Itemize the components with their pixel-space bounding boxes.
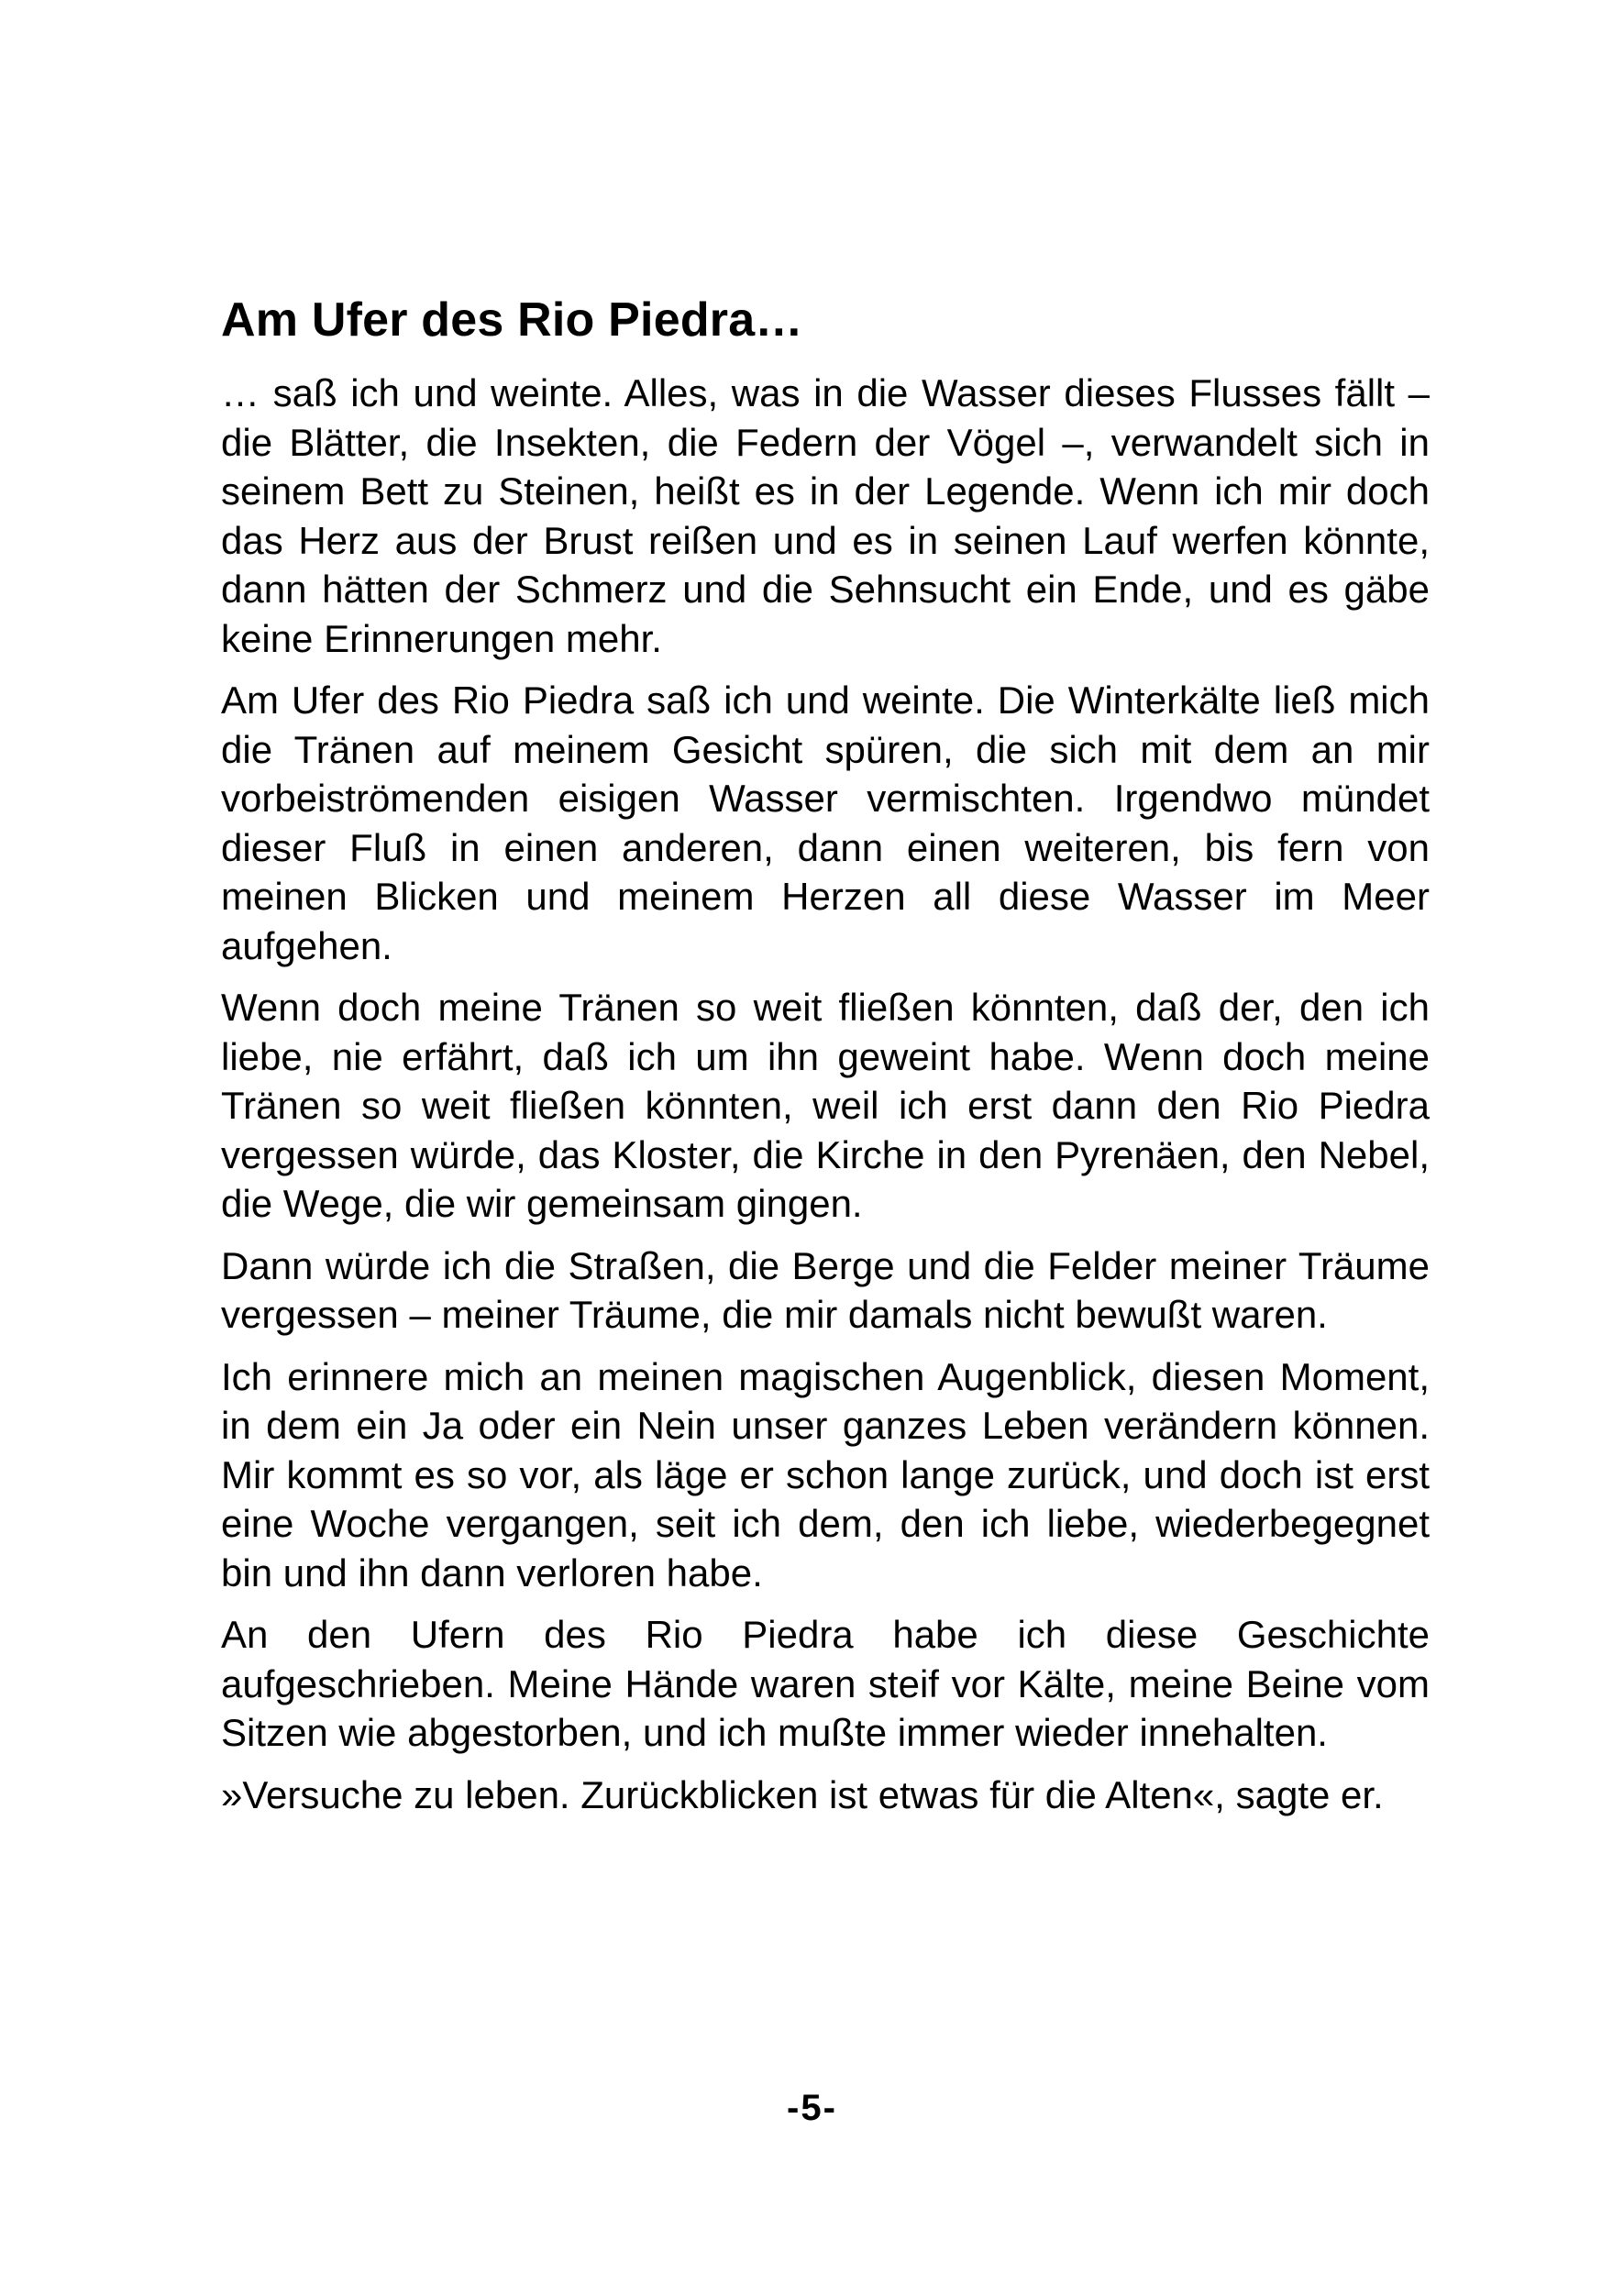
paragraph-1: … saß ich und weinte. Alles, was in die Wasser dieses Flusses fällt – die Blätter, die Insekten, die Federn der Vögel –, verwandelt sich in seinem Bett zu Steinen, heißt es in der Legende. Wenn ich mir doch das Herz aus der Brust reißen und es in seinen Lauf werfen könnte, dann hätten der Schmerz und die Sehnsucht ein Ende, und es gäbe keine Erinnerungen mehr. [221, 371, 1430, 660]
page-number: -5- [787, 2088, 837, 2128]
page-content [221, 292, 1430, 1819]
paragraph-4: Dann würde ich die Straßen, die Berge und die Felder meiner Träume vergessen – meiner Träume, die mir damals nicht bewußt waren. [221, 1243, 1430, 1336]
paragraph-6: An den Ufern des Rio Piedra habe ich diese Geschichte aufgeschrieben. Meine Hände waren steif vor Kälte, meine Beine vom Sitzen wie abgestorben, und ich mußte immer wieder innehalten. [221, 1613, 1430, 1754]
paragraph-2: Am Ufer des Rio Piedra saß ich und weinte. Die Winterkälte ließ mich die Tränen auf meinem Gesicht spüren, die sich mit dem an mir vorbeiströmenden eisigen Wasser vermischten. Irgendwo mündet dieser Fluß in einen anderen, dann einen weiteren, bis fern von meinen Blicken und meinem Herzen all diese Wasser im Meer aufgehen. [221, 679, 1430, 967]
paragraph-5: Ich erinnere mich an meinen magischen Augenblick, diesen Moment, in dem ein Ja oder ein Nein unser ganzes Leben verändern können. Mir kommt es so vor, als läge er schon lange zurück, und doch ist erst eine Woche vergangen, seit ich dem, den ich liebe, wiederbegegnet bin und ihn dann verloren habe. [221, 1354, 1430, 1594]
paragraph-3: Wenn doch meine Tränen so weit fließen könnten, daß der, den ich liebe, nie erfährt, daß ich um ihn geweint habe. Wenn doch meine Tränen so weit fließen könnten, weil ich erst dann den Rio Piedra vergessen würde, das Kloster, die Kirche in den Pyrenäen, den Nebel, die Wege, die wir gemeinsam gingen. [221, 986, 1430, 1225]
paragraph-7: »Versuche zu leben. Zurückblicken ist etwas für die Alten«, sagte er. [221, 1772, 1384, 1816]
chapter-title: Am Ufer des Rio Piedra… [221, 293, 803, 347]
body-text [221, 369, 1430, 1819]
